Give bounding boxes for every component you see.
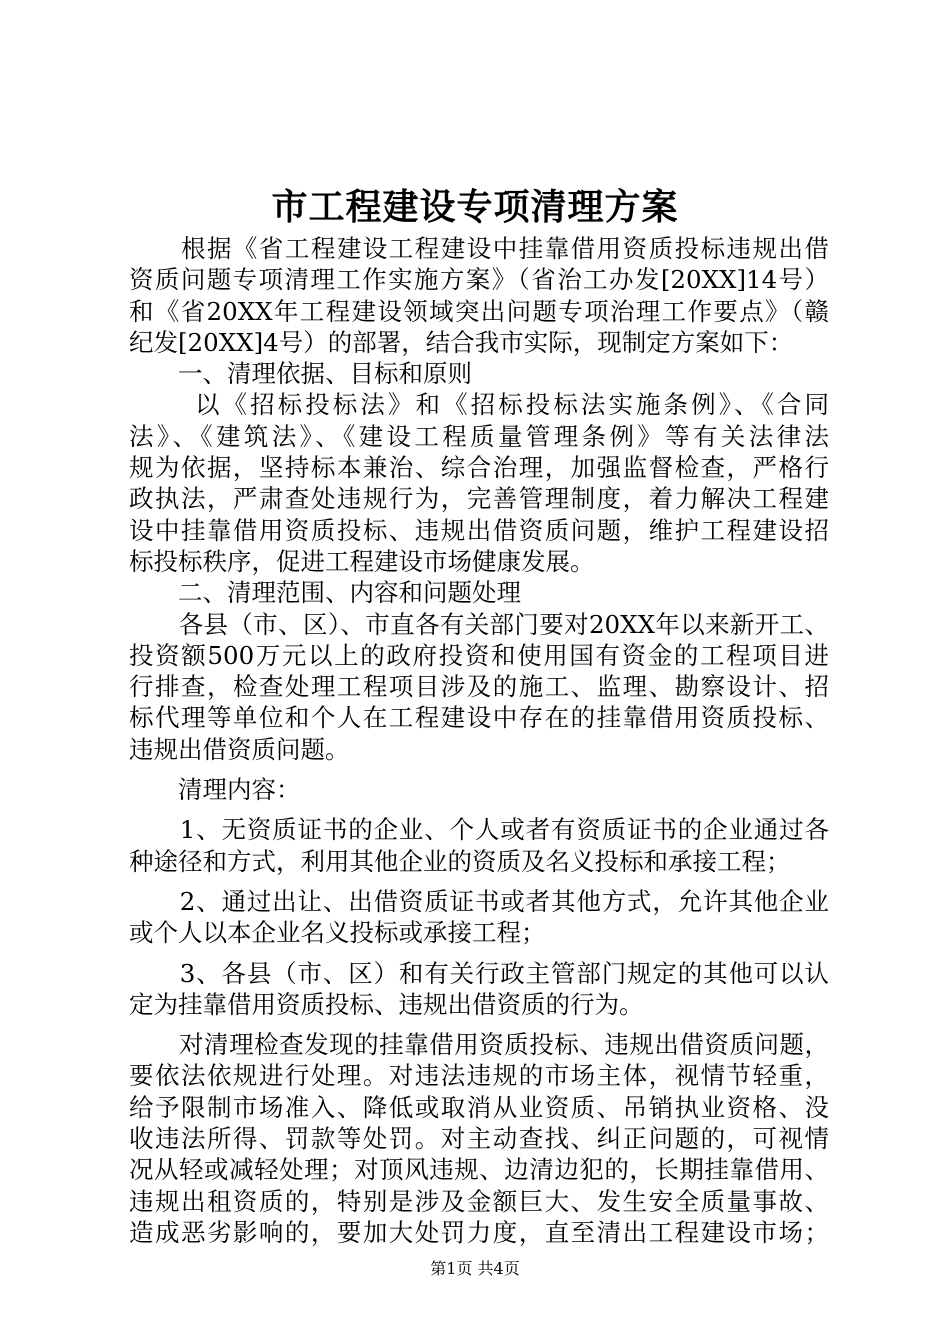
body-line: 违规出租资质的，特别是涉及金额巨大、发生安全质量事故、 xyxy=(129,1186,829,1216)
list-item: 或个人以本企业名义投标或承接工程； xyxy=(129,918,546,948)
list-item: 种途径和方式，利用其他企业的资质及名义投标和承接工程； xyxy=(129,846,791,876)
document-body xyxy=(129,233,829,1248)
body-line: 收违法所得、罚款等处罚。对主动查找、纠正问题的，可视情 xyxy=(129,1124,829,1154)
body-line: 对清理检查发现的挂靠借用资质投标、违规出借资质问题， xyxy=(129,1030,829,1060)
body-line: 标代理等单位和个人在工程建设中存在的挂靠借用资质投标、 xyxy=(129,703,829,733)
body-line: 违规出借资质问题。 xyxy=(129,734,350,764)
document-title: 市工程建设专项清理方案 xyxy=(271,186,679,228)
body-line: 根据《省工程建设工程建设中挂靠借用资质投标违规出借 xyxy=(129,234,829,263)
list-item: 2、通过出让、出借资质证书或者其他方式，允许其他企业 xyxy=(129,886,829,916)
body-line: 和《省20XX年工程建设领域突出问题专项治理工作要点》（赣 xyxy=(129,296,829,326)
list-item: 1、无资质证书的企业、个人或者有资质证书的企业通过各 xyxy=(129,815,829,845)
body-line: 政执法，严肃查处违规行为，完善管理制度，着力解决工程建 xyxy=(129,484,829,514)
section-heading: 二、清理范围、内容和问题处理 xyxy=(129,578,521,608)
body-line: 投资额500万元以上的政府投资和使用国有资金的工程项目进 xyxy=(129,640,829,670)
body-line: 各县（市、区）、市直各有关部门要对20XX年以来新开工、 xyxy=(129,609,829,639)
body-line: 况从轻或减轻处理；对顶风违规、边清边犯的，长期挂靠借用、 xyxy=(129,1155,829,1185)
body-line: 资质问题专项清理工作实施方案》（省治工办发[20XX]14号） xyxy=(129,265,829,295)
page-footer: 第1页 共4页 xyxy=(430,1259,520,1278)
list-item: 定为挂靠借用资质投标、违规出借资质的行为。 xyxy=(129,989,644,1019)
list-item: 3、各县（市、区）和有关行政主管部门规定的其他可以认 xyxy=(129,958,829,988)
body-line: 清理内容： xyxy=(129,775,301,805)
section-heading: 一、清理依据、目标和原则 xyxy=(129,359,472,389)
body-line: 给予限制市场准入、降低或取消从业资质、吊销执业资格、没 xyxy=(129,1092,829,1122)
body-line: 纪发[20XX]4号）的部署，结合我市实际，现制定方案如下： xyxy=(129,327,794,357)
body-line: 设中挂靠借用资质投标、违规出借资质问题，维护工程建设招 xyxy=(129,515,829,545)
body-line: 标投标秩序，促进工程建设市场健康发展。 xyxy=(129,546,595,576)
body-line: 要依法依规进行处理。对违法违规的市场主体，视情节轻重， xyxy=(129,1061,829,1091)
body-line: 以《招标投标法》和《招标投标法实施条例》、《合同 xyxy=(129,390,829,420)
body-line: 规为依据，坚持标本兼治、综合治理，加强监督检查，严格行 xyxy=(129,453,829,483)
body-line: 法》、《建筑法》、《建设工程质量管理条例》等有关法律法 xyxy=(129,421,829,451)
body-line: 造成恶劣影响的，要加大处罚力度，直至清出工程建设市场； xyxy=(129,1217,829,1247)
body-line: 行排查，检查处理工程项目涉及的施工、监理、勘察设计、招 xyxy=(129,672,829,702)
